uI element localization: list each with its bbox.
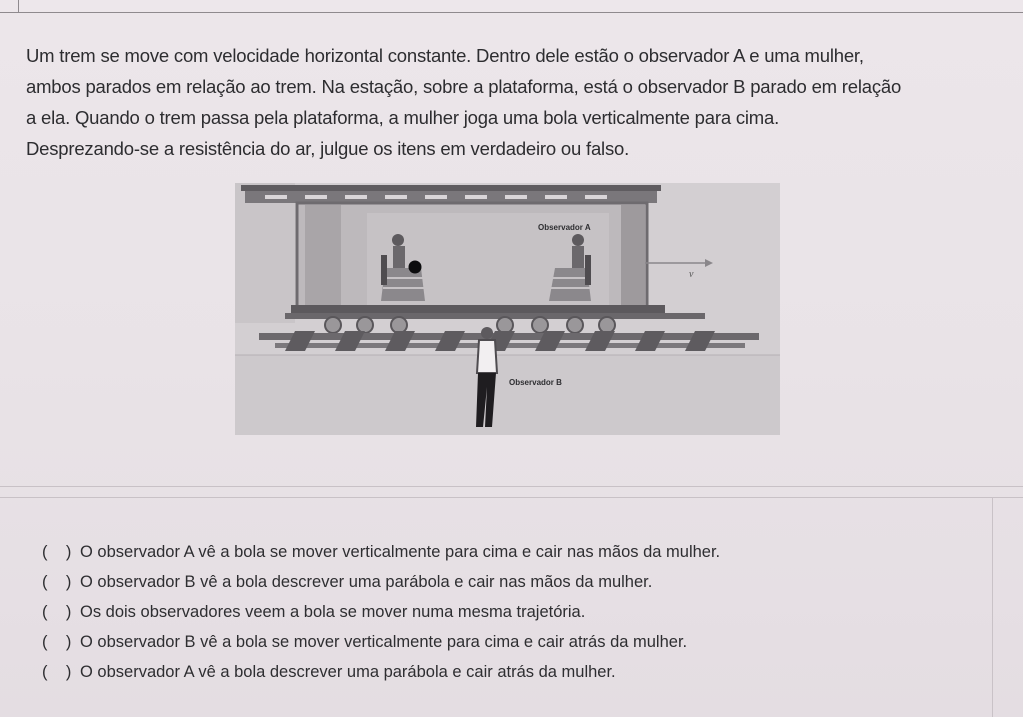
option-text: Os dois observadores veem a bola se mover numa mesma trajetória.	[80, 603, 586, 621]
divider	[0, 486, 1023, 487]
option-text: O observador A vê a bola se mover verticalmente para cima e cair nas mãos da mulher.	[80, 543, 721, 561]
frame-edge	[992, 497, 993, 717]
question-text	[26, 40, 986, 164]
velocity-label: v	[689, 269, 694, 280]
ball	[409, 261, 422, 274]
option-item: ( ) Os dois observadores veem a bola se mover numa mesma trajetória.	[42, 603, 586, 621]
option-item: ( ) O observador A vê a bola se mover verticalmente para cima e cair nas mãos da mulher.	[42, 543, 721, 561]
divider	[0, 497, 1023, 498]
option-text: O observador A vê a bola descrever uma parábola e cair atrás da mulher.	[80, 663, 616, 681]
observer-a-label: Observador A	[538, 223, 591, 232]
option-text: O observador B vê a bola se mover verticalmente para cima e cair atrás da mulher.	[80, 633, 688, 651]
option-text: O observador B vê a bola descrever uma parábola e cair nas mãos da mulher.	[80, 573, 653, 591]
train-illustration	[235, 183, 780, 435]
question-line: Desprezando-se a resistência do ar, julgue os itens em verdadeiro ou falso.	[26, 138, 630, 159]
top-border	[0, 0, 1023, 13]
train-car	[241, 185, 705, 319]
option-item: ( ) O observador A vê a bola descrever uma parábola e cair atrás da mulher.	[42, 663, 616, 681]
option-item: ( ) O observador B vê a bola se mover verticalmente para cima e cair atrás da mulher.	[42, 633, 688, 651]
option-item: ( ) O observador B vê a bola descrever uma parábola e cair nas mãos da mulher.	[42, 573, 653, 591]
observer-b-label: Observador B	[509, 378, 562, 387]
question-line: a ela. Quando o trem passa pela plataforma, a mulher joga uma bola verticalmente para cima.	[26, 107, 780, 128]
options-list	[42, 541, 720, 691]
question-line: ambos parados em relação ao trem. Na estação, sobre a plataforma, está o observador B parado em relação	[26, 76, 902, 97]
question-line: Um trem se move com velocidade horizontal constante. Dentro dele estão o observador A e uma mulher,	[26, 45, 864, 66]
